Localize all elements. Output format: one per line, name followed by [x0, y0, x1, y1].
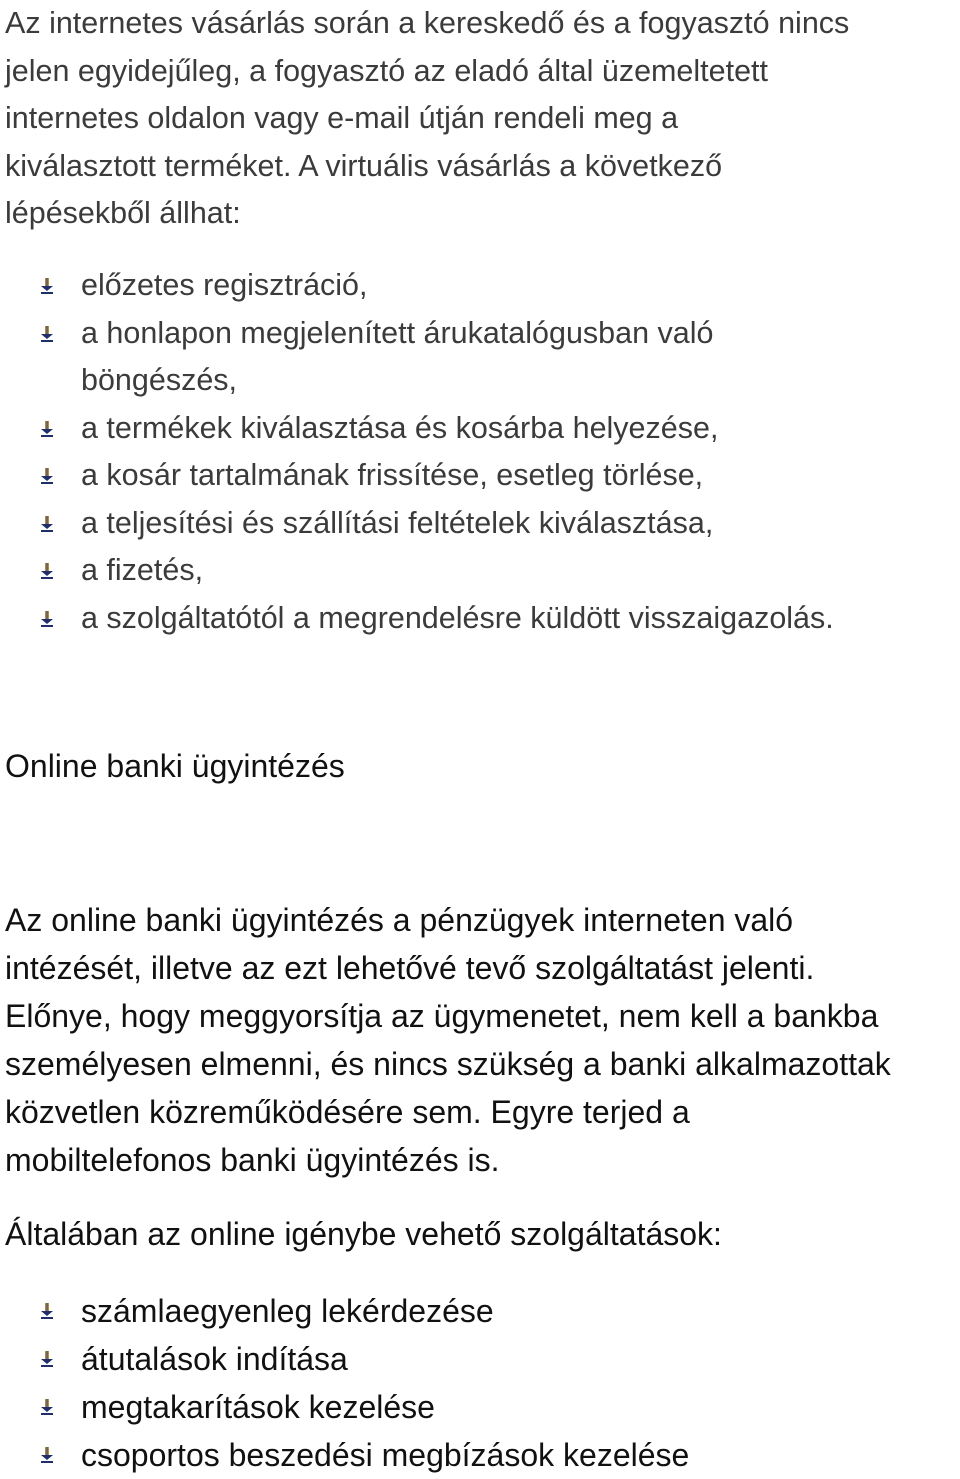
down-arrow-bullet-icon: [40, 468, 54, 484]
list-item-text: a kosár tartalmának frissítése, esetleg törlése,: [81, 458, 704, 492]
services-list: [40, 1287, 940, 1479]
down-arrow-bullet-icon: [40, 1399, 54, 1415]
list-item-text: a honlapon megjelenített árukatalógusban való böngészés,: [81, 315, 714, 397]
list-item-text: előzetes regisztráció,: [81, 268, 368, 302]
down-arrow-bullet-icon: [40, 1447, 54, 1463]
shopping-steps-list: [40, 262, 940, 642]
list-item: [40, 1431, 940, 1479]
section-paragraph: Az online banki ügyintézés a pénzügyek interneten való intézését, illetve az ezt lehetővé tevő szolgáltatást jelenti. Előnye, hogy meggyorsítja az ügymenetet, nem kell a bankba személyesen elmenni, és nincs szükség a banki alkalmazottak közvetlen közreműködésére sem. Egyre terjed a mobiltelefonos banki ügyintézés is.: [5, 902, 891, 1178]
down-arrow-bullet-icon: [40, 563, 54, 579]
down-arrow-bullet-icon: [40, 611, 54, 627]
list-item: [40, 262, 940, 310]
list-item: [40, 500, 940, 548]
list-item: [40, 1287, 940, 1335]
list-item-text: megtakarítások kezelése: [81, 1389, 435, 1425]
down-arrow-bullet-icon: [40, 1303, 54, 1319]
list-item-text: a teljesítési és szállítási feltételek kiválasztása,: [81, 505, 714, 540]
list-item-text: számlaegyenleg lekérdezése: [81, 1293, 494, 1329]
list-item: [40, 595, 940, 643]
list-item: [40, 452, 940, 500]
down-arrow-bullet-icon: [40, 421, 54, 437]
down-arrow-bullet-icon: [40, 516, 54, 532]
list-item-text: csoportos beszedési megbízások kezelése: [81, 1437, 690, 1473]
down-arrow-bullet-icon: [40, 1351, 54, 1367]
down-arrow-bullet-icon: [40, 278, 54, 294]
section-heading: Online banki ügyintézés: [5, 748, 345, 784]
list-item: [40, 1335, 940, 1383]
intro-paragraph: Az internetes vásárlás során a kereskedő és a fogyasztó nincs jelen egyidejűleg, a fogyasztó az eladó által üzemeltetett internetes oldalon vagy e-mail útján rendeli meg a kiválasztott terméket. A virtuális vásárlás a következő lépésekből állhat:: [5, 6, 850, 230]
down-arrow-bullet-icon: [40, 326, 54, 342]
list-item-text: átutalások indítása: [81, 1341, 348, 1377]
list-item-text: a fizetés,: [81, 553, 204, 587]
list-item-text: a termékek kiválasztása és kosárba helyezése,: [81, 410, 719, 445]
services-lead: Általában az online igénybe vehető szolgáltatások:: [5, 1216, 722, 1252]
list-item: [40, 310, 940, 405]
list-item: [40, 405, 940, 453]
list-item-text: a szolgáltatótól a megrendelésre küldött visszaigazolás.: [81, 600, 834, 635]
list-item: [40, 547, 940, 595]
list-item: [40, 1383, 940, 1431]
